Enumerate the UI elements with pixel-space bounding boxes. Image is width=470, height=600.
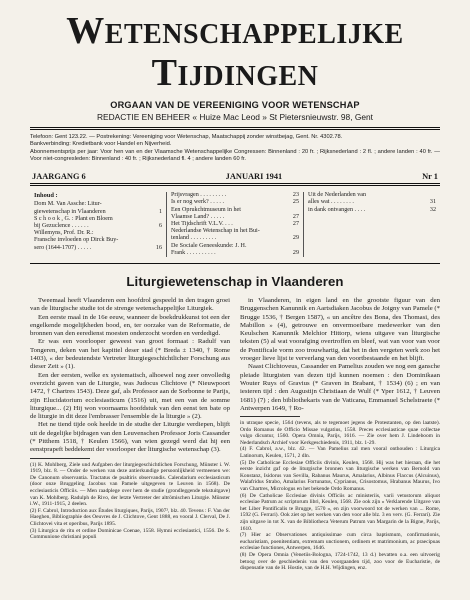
toc-entry-page	[160, 201, 162, 208]
toc-entry	[171, 214, 299, 221]
toc-entry-title: giewetenschap in Vlaanderen	[34, 208, 106, 215]
toc-entry-page: 29	[292, 249, 299, 256]
toc-entry-title: Is er nog werk? . . . . .	[171, 199, 224, 206]
toc-entry	[308, 207, 436, 214]
toc-entry-page: 25	[292, 199, 299, 206]
toc-entry-title: in dank ontvangen . . . .	[308, 206, 366, 213]
toc-entry-title: Vlaamse Land? . . . . .	[171, 213, 225, 220]
admin-info	[30, 134, 440, 164]
toc-entry	[171, 235, 299, 242]
toc-entry-title: Een Oprukchtmuseum in het	[171, 206, 241, 213]
toc-entry-title: Uit de Nederlanden van	[308, 192, 367, 199]
masthead	[30, 12, 440, 122]
footnote: in utraque specie, 1564 (tevens, als te tegemoet jegens de Protestanten, op den laatste). Ordo Romanus de Officio Missae vulgatius, 1558. Preces ecclesiasticae quae collectae vulgo dicuntur, 1560. Opera Omnia, Parijs, 1616. — Zie over hem J. Lindeboom in Nederlandsch Archief voor Kerkgeschiedenis, 1911, blz. 1-29.	[240, 420, 440, 446]
footnote: (1) K. Mohlberg, Ziele und Aufgaben der liturgiegeschichtlichen Forschung, Münster i. W. 1919, blz. 8. — Onder de werken van deze antierkundige persoonlijkheid vermeenen we: De Canonum observantia. Tractatus de psaltiris observandis. Calendarium ecclesiasticum (door onze Bruggeling Jacobus van Pamele uitgegeven te Leuven in 1568). De ecclesiasticis Officiis. — Men raadplege over hem de studie (grondleggende tekstuitgave) van K. Mohlberg. Radulph de Rivo, der letzte Vertreter der altrömischen Liturgie. Münster i.W., 1911-1915, 2 deelen.	[30, 461, 230, 508]
article-column-left	[30, 297, 230, 572]
issue-rule	[30, 183, 440, 184]
toc-entry	[171, 228, 299, 235]
article-title: Liturgiewetenschap in Vlaanderen	[126, 273, 344, 289]
toc-entry-title: alles wat . . . . . . . .	[308, 199, 354, 206]
toc-entry	[171, 192, 299, 199]
editor-line: REDACTIE EN BEHEER « Huize Mac Leod » St Pietersnieuwstr. 98, Gent	[96, 112, 374, 122]
admin-line-bank: Bankverbinding: Kredietbank voor Handel en Nijverheid.	[30, 141, 172, 148]
toc-entry-title: Dom M. Van Assche: Litur-	[34, 201, 102, 208]
toc-entry-title: De Sociale Geneeskunde: J. H.	[171, 242, 247, 249]
masthead-rule	[30, 127, 440, 128]
title-part-2: IJDINGEN	[177, 61, 319, 92]
toc-heading: Inhoud :	[34, 192, 58, 200]
toc-entry-page: 31	[429, 199, 436, 206]
toc-entry-page	[160, 237, 162, 244]
toc-column-2	[166, 192, 303, 257]
footnote: (6) De Catholicae Ecclesiae divinis Officiis ac ministeriis, varii vetustorum aliquot ecclesiae Patrum ac scriptorum libri, Keulen, 1568. Zie ook zijn « Verklarende Uitgave van het Liber Pontificalis te Brugge, 1570 », en zijn voorwoord tot de werken van ... Rome, 1592 (G. Ferrari). Ook ziet op het werken van den voor alle blz. 3 en verv. (G. Ferrari). Zie zijn uitgave in tot X. van de Bibliotheca Veterum Patrum van Margarin de la Bigne, Parijs, 1610.	[240, 492, 440, 532]
masthead-rule-thin	[30, 129, 440, 130]
toc-entry	[34, 237, 162, 244]
footnote: (7) Hier ac Observationes antiquissimae cum circa baptismum, confirmationis, eucharistiam, poenitentiam, extremam unctionem, ordinem et matrimonium, ac praecipuas ecclesiae functiones, Antwerpen, 1646.	[240, 532, 440, 552]
table-of-contents	[30, 192, 440, 257]
toc-column-3	[303, 192, 440, 257]
toc-entry-title: Fransche invloeden op Dirck Buy-	[34, 237, 119, 244]
toc-entry	[34, 216, 162, 223]
toc-entry	[308, 199, 436, 206]
title-part-1: ETENSCHAPPELIJKE	[104, 19, 404, 50]
toc-entry-title: bij Gezuclence . . . . . .	[34, 222, 89, 229]
right-paragraphs	[240, 297, 440, 413]
toc-entry-title: Het Tijdschrift V.L.V. . . .	[171, 220, 233, 227]
toc-entry-title: tenland . . . . . . . . .	[171, 235, 217, 242]
title-initial-t: T	[151, 52, 178, 94]
toc-entry-page: 27	[292, 213, 299, 220]
right-footnotes	[240, 420, 440, 572]
footnote: (3) Liturgica de ritu et ordine Dominicae Coenae, 1558. Hymni ecclesiastici, 1556. De S. Communione christiani populi	[30, 527, 230, 541]
toc-entry-page	[297, 243, 299, 250]
issue-rule-thin	[30, 185, 440, 186]
toc-entry-page: 6	[158, 222, 162, 229]
toc-column-1	[30, 192, 166, 257]
article-column-right	[240, 297, 440, 572]
paragraph: in Vlaanderen, in eigen land en the grootste figuur van den Bruggenschen Kanunnik en Aartsdiaken Jacobus de Joigny van Pamele (* Brugge 1536, † Bergen 1587), « un ancêtre des Bona, des Thomasi, des Mabillon » (4), getrouwe en onvermoeibare medewerker van den Keulschen Kanunnik Melchior Hittorp, wiens uitgave van liturgische teksten (5) al wat voorafging overtroffen en bleef, wat van voor van voor de Pontificale vorm zoo trouwhartig, dat het in den vergeten werk zoo het vroeger lieve lijst te ververlang van den voortbestaande en het blijft.	[240, 296, 441, 363]
article-body	[30, 297, 440, 572]
toc-entry	[34, 201, 162, 208]
toc-entry-page	[434, 192, 436, 199]
toc-entry-page: 27	[292, 220, 299, 227]
toc-entry-page: 1	[158, 208, 162, 215]
toc-entry-page: 23	[292, 192, 299, 199]
issue-volume: JAARGANG 6	[32, 171, 86, 181]
toc-entry	[34, 245, 162, 252]
footnote: (5) De Catholicae Ecclesiae Officiis divinis, Keulen, 1568. Hij was het hieraan, die het eerste inzicht gaf op de liturgische bronnen van liturgische werken van Bernold van Konstanz, Isidorus van Sevilla, Rabanus Maurus, Amalarius, Albinus Flaccus (Alcuinus), Walafridus Strabo, Amalarius Fortunatus, Cyprianus, Crisostomus, Hrabanus Maurus, Ivo van Chartres, Micrologus en het bekende Ordo Romanus.	[240, 459, 440, 493]
toc-entry-title: Frank . . . . . . . . . .	[171, 249, 216, 256]
toc-entry	[34, 209, 162, 216]
toc-entry-title: Prijsvragen . . . . . . . . .	[171, 192, 227, 199]
paragraph: Het ne tiend tijde ook heelde in de studie der Liturgie verdiepen, blijft uit de degelijke bijdragen van den Leuvenschen Professor Joris Cassander (* Pitthem 1518, † Keulen 1566), van wien gezegd werd dat hij een eenstprapeft beddekemt der voorlooper der liturgische wetenschap (3).	[30, 421, 231, 454]
admin-line-subscription: Abonnementsprijs per jaar: Voor hen van en der Vlaamsche Wetenschappelijke Congressen: Binnenland : 20 fr. ; Rijksnederland : 2 fl. ; andere landen : 40 fr. — Voor niet-congresleden: Binnenland : 40 fr. ; Rijksnederland fl. 4 ; andere landen 60 fr.	[30, 148, 440, 163]
toc-entry	[171, 199, 299, 206]
toc-entry-page	[297, 207, 299, 214]
toc-entry-page	[297, 228, 299, 235]
toc-entry	[171, 243, 299, 250]
left-footnotes	[30, 462, 230, 541]
toc-entry-title: Willemyns, Prof. Dr. R.:	[34, 230, 94, 237]
paragraph: Tweemaal heeft Vlaanderen een hoofdrol gespeeld in den tragen groei van de liturgische studie tot de strenge wetenschappelijke Liturgiek.	[30, 296, 230, 313]
toc-entry	[308, 192, 436, 199]
title-initial-w: W	[66, 10, 105, 52]
footnote-rule	[240, 416, 300, 417]
organ-line: ORGAAN VAN DE VEREENIGING VOOR WETENSCHAP	[110, 100, 360, 110]
toc-rule	[30, 263, 440, 264]
admin-line-phone: Telefoon: Gent 123.22. — Postrekening: Vereeniging voor Wetenschap, Maatschappij zonder winstbejag, Gent. Nr. 4302.78.	[30, 134, 343, 140]
toc-entry-page: 32	[429, 206, 436, 213]
toc-entry-page	[160, 216, 162, 223]
toc-entry	[171, 207, 299, 214]
toc-entry-page	[160, 230, 162, 237]
masthead-title	[30, 12, 440, 96]
toc-entry	[171, 221, 299, 228]
footnote-rule	[30, 458, 90, 459]
paragraph: Naast Clichtoveus, Cassander en Pamelius zouden we nog een gansche pleiade liturgisten van dezen tijd kunnen noemen : den Dominikaan Wouter Ruys of Gravius (* Graven in Brabant, † 1534) (6) ; en van iesteren tijd : den Augustijn Christiaan de Wulf (* Yper 1612, † Leuven 1681) (7) ; den bibliothekaris van de Vaticana, Emmanuel Schelstraete (* Antwerpen 1649, † Ro-	[240, 363, 440, 412]
footnote: (4) F. Cabrol, a.w., blz. 42. — Van Pamelius zal men vooral onthouden : Liturgica Latinorum, Keulen, 1571, 2 dln.	[240, 446, 440, 460]
paragraph: Er was een voorlooper geweest van groot formaat : Radulf van Tongeren, deken van het kapittel deser stad (* Breda ± 1340, † Rome 1403), « der bedeutendste Vertreter liturgiegeschichtlicher Forschung aus dieser Zeit » (1).	[30, 338, 230, 371]
toc-entry-title: sero (1644-1707) . . . . .	[34, 244, 92, 251]
footnote: (2) F. Cabrol, Introduction aux Études liturgiques, Parijs, 1907², blz. 40. Tevens : F. Van der Haeghen, Bibliographie des Oeuvres de J. Clichtove, Gent 1888, en vooral J. Clerval, De J. Clichtovei vita et operibus, Parijs 1895.	[30, 507, 230, 527]
issue-bar	[30, 172, 440, 181]
toc-entry-page: 29	[292, 235, 299, 242]
toc-entry-title: Nederlandse Wetenschap in het Bui-	[171, 228, 260, 235]
paragraph: Een der eersten, welke ex systematisch, alhoewel nog zeer onvolledig overzicht gaven van de Liturgie, was Judocus Clichtove (* Nieuwpoort 1472, † Chartres 1543). Deze gaf, als Professor aan de Sorbonne te Parijs, zijn Elucidatorium ecclesiasticum (1516) uit, met een van de somme liturgique... (2) Hij won voornaams hoofdstuk van den eenst ten bate op de liturgie in dit deze l'embrasser l'ensemble de la liturgie » (2).	[30, 371, 230, 421]
paragraph: Een eerste maal in de 16e eeuw, wanneer de boekdrukkunst tot een der engelkende mogelijkheden bood, en, ter oorzake van de Reformatie, de bronnen van den eeredienst moesten onderzocht worden en verdedigd.	[30, 313, 230, 338]
toc-entry	[171, 250, 299, 257]
toc-entry-title: S c h o o k , G. : Plant en Bloem	[34, 215, 113, 222]
left-paragraphs	[30, 297, 230, 455]
issue-number: Nr 1	[422, 171, 438, 181]
issue-date: JANUARI 1941	[225, 171, 283, 181]
toc-entry-page: 16	[155, 244, 162, 251]
footnote: (8) De Opera Omnia (Venetiis-Bologna, 1724-1742, 13 d.) bevatten o.a. een uitvoerig betoog over de geschiedenis van den voorgaanden tijd, zoo voor de Eucharistie, de dispensatie van de H. Hostie, van de H.H. Wijdingen, enz.	[240, 551, 440, 572]
toc-entry	[34, 230, 162, 237]
